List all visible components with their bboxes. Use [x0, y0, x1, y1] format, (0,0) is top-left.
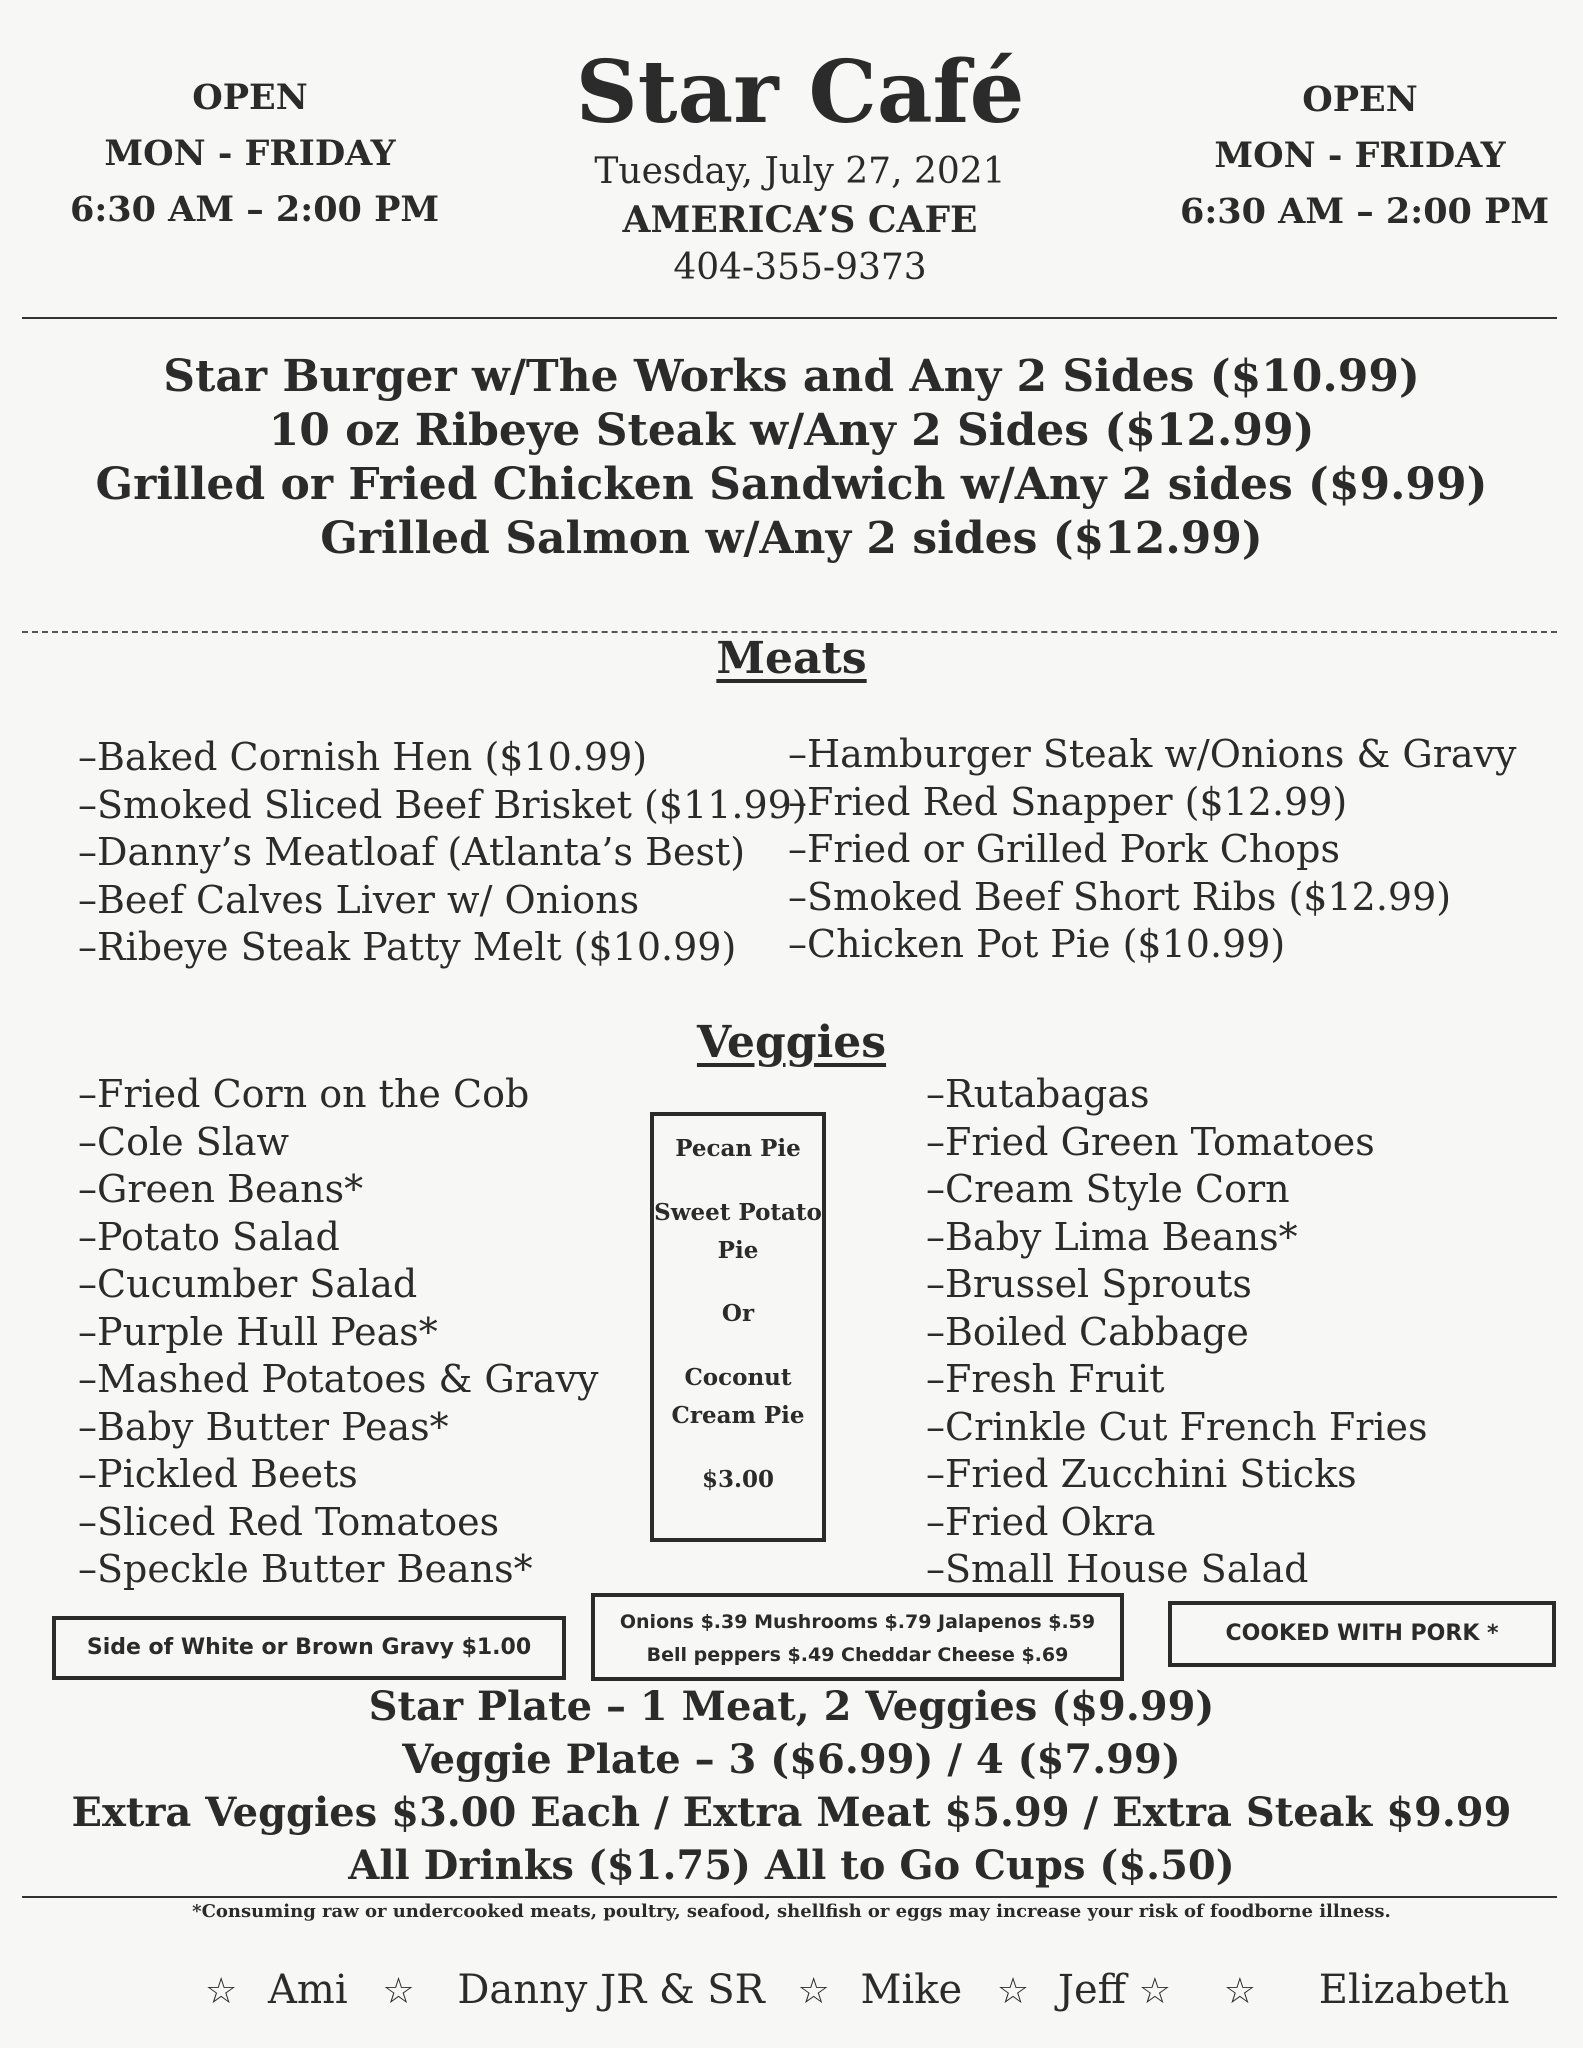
food-safety-disclaimer: *Consuming raw or undercooked meats, poultry, seafood, shellfish or eggs may increase your risk of foodborne illness.: [192, 1901, 1391, 1922]
tagline: AMERICA’S CAFE: [622, 199, 978, 241]
open-label: OPEN: [1302, 79, 1418, 120]
addons-line: Bell peppers $.49 Cheddar Cheese $.69: [646, 1644, 1069, 1666]
special-item: 10 oz Ribeye Steak w/Any 2 Sides ($12.99): [268, 405, 1315, 456]
staff-name: Ami: [268, 1967, 348, 2013]
special-item: Star Burger w/The Works and Any 2 Sides ($10.99): [163, 351, 1420, 402]
phone-number: 404-355-9373: [673, 247, 927, 288]
meats-heading: Meats: [716, 633, 867, 684]
menu-item: – Purple Hull Peas*: [78, 1309, 599, 1357]
pie-sweet-potato-2: Pie: [717, 1237, 759, 1264]
menu-item: – Potato Salad: [78, 1214, 599, 1262]
menu-item: – Baby Butter Peas*: [78, 1404, 599, 1452]
star-icon: ☆: [1138, 1971, 1172, 2012]
cafe-title: Star Café: [575, 42, 1025, 143]
addons-box: [591, 1593, 1124, 1681]
star-icon: ☆: [797, 1971, 830, 2012]
star-icon: ☆: [205, 1971, 238, 2012]
menu-item: – Smoked Sliced Beef Brisket ($11.99): [78, 782, 807, 830]
menu-item: – Danny’s Meatloaf (Atlanta’s Best): [78, 829, 807, 877]
open-days: MON - FRIDAY: [1214, 135, 1506, 176]
hours-right: [1180, 72, 1550, 240]
hours-left: [70, 70, 440, 238]
menu-item: – Boiled Cabbage: [926, 1309, 1428, 1357]
menu-item: – Smoked Beef Short Ribs ($12.99): [788, 874, 1516, 922]
plates-list: [0, 1680, 1583, 1892]
divider-top: [22, 317, 1557, 319]
pie-coconut-2: Cream Pie: [671, 1402, 805, 1429]
staff-name: Danny JR & SR: [457, 1967, 765, 2013]
menu-item: – Fried Okra: [926, 1499, 1428, 1547]
addons-line: Onions $.39 Mushrooms $.79 Jalapenos $.59: [619, 1611, 1096, 1633]
veggies-heading: Veggies: [696, 1017, 887, 1068]
menu-item: – Brussel Sprouts: [926, 1261, 1428, 1309]
menu-item: – Fried Corn on the Cob: [78, 1071, 599, 1119]
star-icon: ☆: [996, 1971, 1030, 2012]
menu-item: – Hamburger Steak w/Onions & Gravy: [788, 731, 1516, 779]
meats-list-left: [78, 734, 807, 972]
header-center: [480, 38, 1120, 292]
menu-item: – Fresh Fruit: [926, 1356, 1428, 1404]
open-time: 6:30 AM – 2:00 PM: [1180, 191, 1550, 232]
pie-pecan: Pecan Pie: [675, 1135, 801, 1162]
open-days: MON - FRIDAY: [104, 133, 396, 174]
plate-item: Star Plate – 1 Meat, 2 Veggies ($9.99): [368, 1683, 1215, 1730]
pie-sweet-potato: Sweet Potato: [654, 1199, 822, 1226]
plate-item: Extra Veggies $3.00 Each / Extra Meat $5.99 / Extra Steak $9.99: [71, 1789, 1512, 1836]
menu-item: – Cream Style Corn: [926, 1166, 1428, 1214]
menu-item: – Cucumber Salad: [78, 1261, 599, 1309]
plate-item: Veggie Plate – 3 ($6.99) / 4 ($7.99): [402, 1736, 1181, 1783]
pork-note-box: COOKED WITH PORK *: [1168, 1601, 1556, 1667]
menu-item: – Fried Green Tomatoes: [926, 1119, 1428, 1167]
menu-item: – Cole Slaw: [78, 1119, 599, 1167]
open-label: OPEN: [192, 77, 308, 118]
pie-price: $3.00: [701, 1466, 775, 1493]
menu-item: – Small House Salad: [926, 1546, 1428, 1594]
menu-item: – Beef Calves Liver w/ Onions: [78, 877, 807, 925]
plate-item: All Drinks ($1.75) All to Go Cups ($.50): [348, 1842, 1235, 1889]
menu-item: – Sliced Red Tomatoes: [78, 1499, 599, 1547]
staff-name: Mike: [860, 1967, 963, 2013]
special-item: Grilled or Fried Chicken Sandwich w/Any 2 sides ($9.99): [95, 459, 1488, 510]
open-time: 6:30 AM – 2:00 PM: [70, 189, 440, 230]
menu-item: – Chicken Pot Pie ($10.99): [788, 921, 1516, 969]
menu-item: – Mashed Potatoes & Gravy: [78, 1356, 599, 1404]
meats-list-right: [788, 731, 1516, 969]
menu-item: – Fried Red Snapper ($12.99): [788, 779, 1516, 827]
staff-name: Elizabeth: [1318, 1967, 1510, 2013]
menu-date: Tuesday, July 27, 2021: [594, 151, 1006, 192]
pie-or: Or: [721, 1300, 755, 1327]
pie-coconut: Coconut: [684, 1364, 792, 1391]
star-icon: ☆: [1223, 1971, 1257, 2012]
menu-item: – Green Beans*: [78, 1166, 599, 1214]
menu-item: – Fried Zucchini Sticks: [926, 1451, 1428, 1499]
menu-item: – Rutabagas: [926, 1071, 1428, 1119]
menu-item: – Baked Cornish Hen ($10.99): [78, 734, 807, 782]
pie-box: [650, 1112, 826, 1542]
special-item: Grilled Salmon w/Any 2 sides ($12.99): [320, 513, 1263, 564]
menu-item: – Pickled Beets: [78, 1451, 599, 1499]
menu-item: – Baby Lima Beans*: [926, 1214, 1428, 1262]
veggies-list-right: [926, 1071, 1428, 1594]
staff-names: [205, 1955, 1510, 2027]
staff-name: Jeff: [1057, 1967, 1127, 2013]
menu-item: – Ribeye Steak Patty Melt ($10.99): [78, 924, 807, 972]
specials-list: [0, 350, 1583, 566]
veggies-list-left: [78, 1071, 599, 1594]
menu-item: – Crinkle Cut French Fries: [926, 1404, 1428, 1452]
gravy-box: Side of White or Brown Gravy $1.00: [52, 1616, 566, 1680]
menu-item: – Fried or Grilled Pork Chops: [788, 826, 1516, 874]
menu-item: – Speckle Butter Beans*: [78, 1546, 599, 1594]
star-icon: ☆: [382, 1971, 415, 2012]
